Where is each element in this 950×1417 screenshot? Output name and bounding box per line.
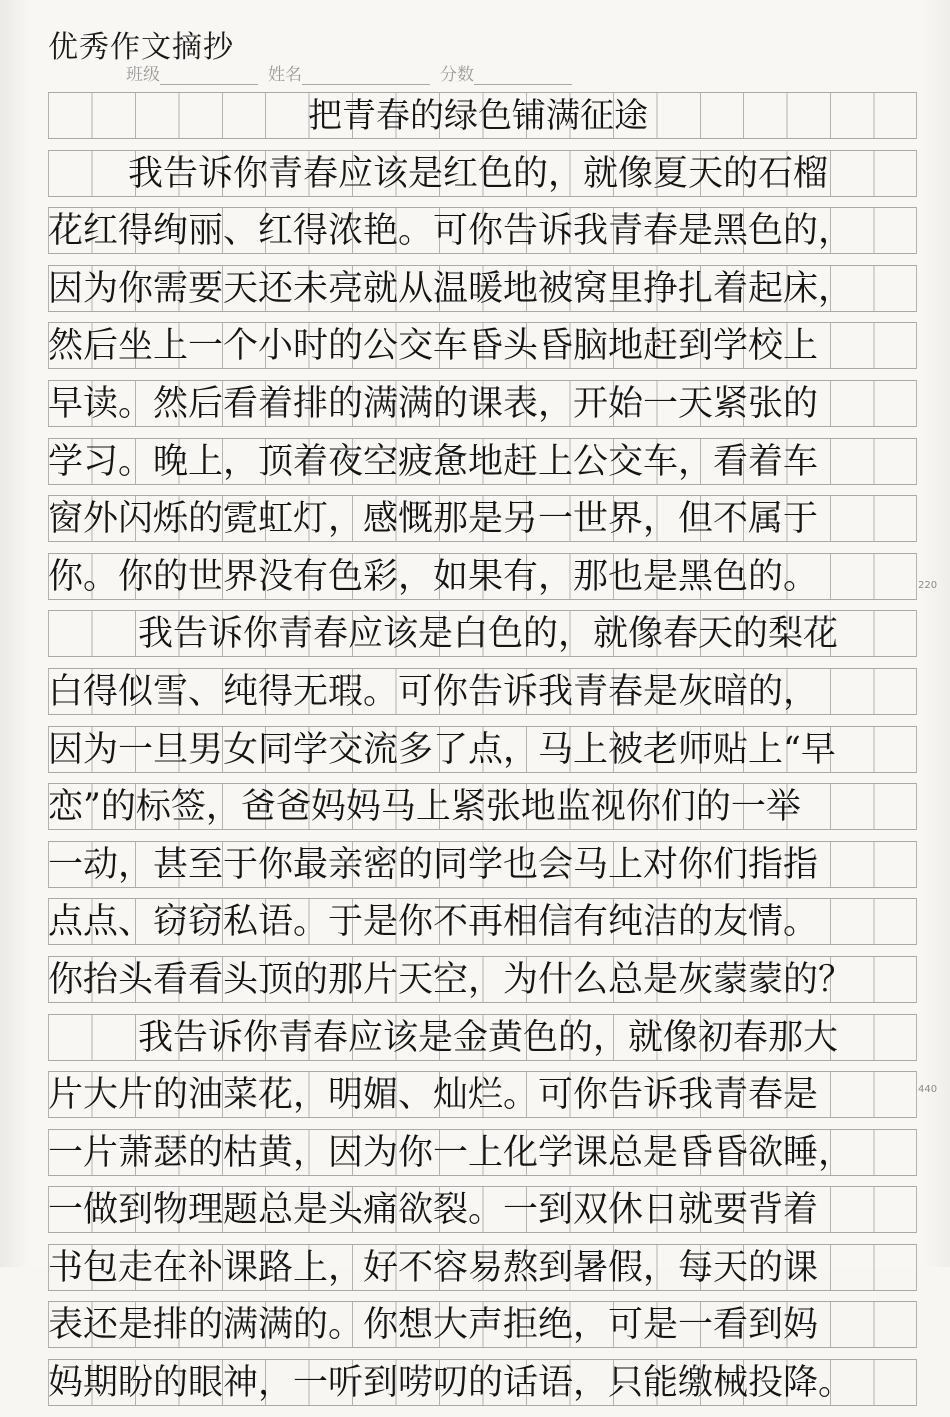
- grid-row: [48, 1186, 917, 1233]
- grid-row: [48, 841, 917, 888]
- grid-row: [48, 265, 917, 312]
- essay-line: 你。你的世界没有色彩，如果有，那也是黑色的。: [48, 556, 819, 597]
- grid-row: [48, 668, 917, 715]
- name-field: [268, 60, 430, 85]
- grid-row-title: [48, 92, 917, 139]
- essay-line: 我告诉你青春应该是红色的，就像夏天的石榴: [128, 153, 829, 194]
- sheet-title: 优秀作文摘抄: [48, 30, 234, 65]
- essay-line: 书包走在补课路上，好不容易熬到暑假，每天的课: [48, 1247, 819, 1288]
- class-blank: [160, 66, 258, 85]
- essay-line: 学习。晚上，顶着夜空疲惫地赶上公交车，看着车: [48, 441, 819, 482]
- class-label: 班级: [126, 65, 160, 85]
- essay-line: 片大片的油菜花，明媚、灿烂。可你告诉我青春是: [48, 1075, 819, 1116]
- class-field: [126, 60, 258, 85]
- essay-line: 恋”的标签，爸爸妈妈马上紧张地监视你们的一举: [48, 787, 801, 828]
- name-label: 姓名: [268, 65, 302, 85]
- grid-row: [48, 1244, 917, 1291]
- grid-row: [48, 150, 917, 197]
- essay-line: 表还是排的满满的。你想大声拒绝，可是一看到妈: [48, 1305, 819, 1346]
- essay-line: 因为你需要天还未亮就从温暖地被窝里挣扎着起床，: [48, 268, 854, 309]
- grid-row: [48, 956, 917, 1003]
- essay-line: 一动，甚至于你最亲密的同学也会马上对你们指指: [48, 844, 819, 885]
- name-blank: [302, 66, 430, 85]
- essay-line: 一片萧瑟的枯黄，因为你一上化学课总是昏昏欲睡，: [48, 1132, 854, 1173]
- writing-grid: [48, 92, 917, 1417]
- score-field: [440, 60, 572, 85]
- char-count-mark: 220: [918, 580, 938, 591]
- essay-line: 你抬头看看头顶的那片天空，为什么总是灰蒙蒙的？: [48, 959, 854, 1000]
- score-label: 分数: [440, 65, 474, 85]
- grid-row: [48, 438, 917, 485]
- grid-row: [48, 726, 917, 773]
- header-fields: [126, 60, 582, 85]
- grid-row: [48, 1014, 917, 1061]
- grid-row: [48, 322, 917, 369]
- essay-line: 窗外闪烁的霓虹灯，感慨那是另一世界，但不属于: [48, 499, 819, 540]
- essay-line: 点点、窃窃私语。于是你不再相信有纯洁的友情。: [48, 902, 819, 943]
- essay-line: 我告诉你青春应该是白色的，就像春天的梨花: [138, 614, 839, 655]
- grid-row: [48, 553, 917, 600]
- essay-line: 一做到物理题总是头痛欲裂。一到双休日就要背着: [48, 1190, 819, 1231]
- char-count-mark: 440: [918, 1084, 938, 1095]
- essay-line: 早读。然后看着排的满满的课表，开始一天紧张的: [48, 383, 819, 424]
- grid-row: [48, 610, 917, 657]
- essay-line: 白得似雪、纯得无瑕。可你告诉我青春是灰暗的，: [48, 671, 819, 712]
- essay-title: 把青春的绿色铺满征途: [308, 96, 648, 136]
- essay-line: 花红得绚丽、红得浓艳。可你告诉我青春是黑色的，: [48, 211, 854, 252]
- grid-row: [48, 1301, 917, 1348]
- essay-line: 我告诉你青春应该是金黄色的，就像初春那大: [138, 1017, 839, 1058]
- grid-row: [48, 783, 917, 830]
- grid-row: [48, 898, 917, 945]
- essay-line: 因为一旦男女同学交流多了点，马上被老师贴上“早: [48, 729, 836, 770]
- grid-row: [48, 1129, 917, 1176]
- grid-row: [48, 207, 917, 254]
- essay-line: 妈期盼的眼神，一听到唠叨的话语，只能缴械投降。: [48, 1363, 854, 1404]
- grid-row: [48, 1071, 917, 1118]
- essay-line: 然后坐上一个小时的公交车昏头昏脑地赶到学校上: [48, 326, 819, 367]
- score-blank: [474, 66, 572, 85]
- grid-row: [48, 1359, 917, 1406]
- grid-row: [48, 495, 917, 542]
- grid-row: [48, 380, 917, 427]
